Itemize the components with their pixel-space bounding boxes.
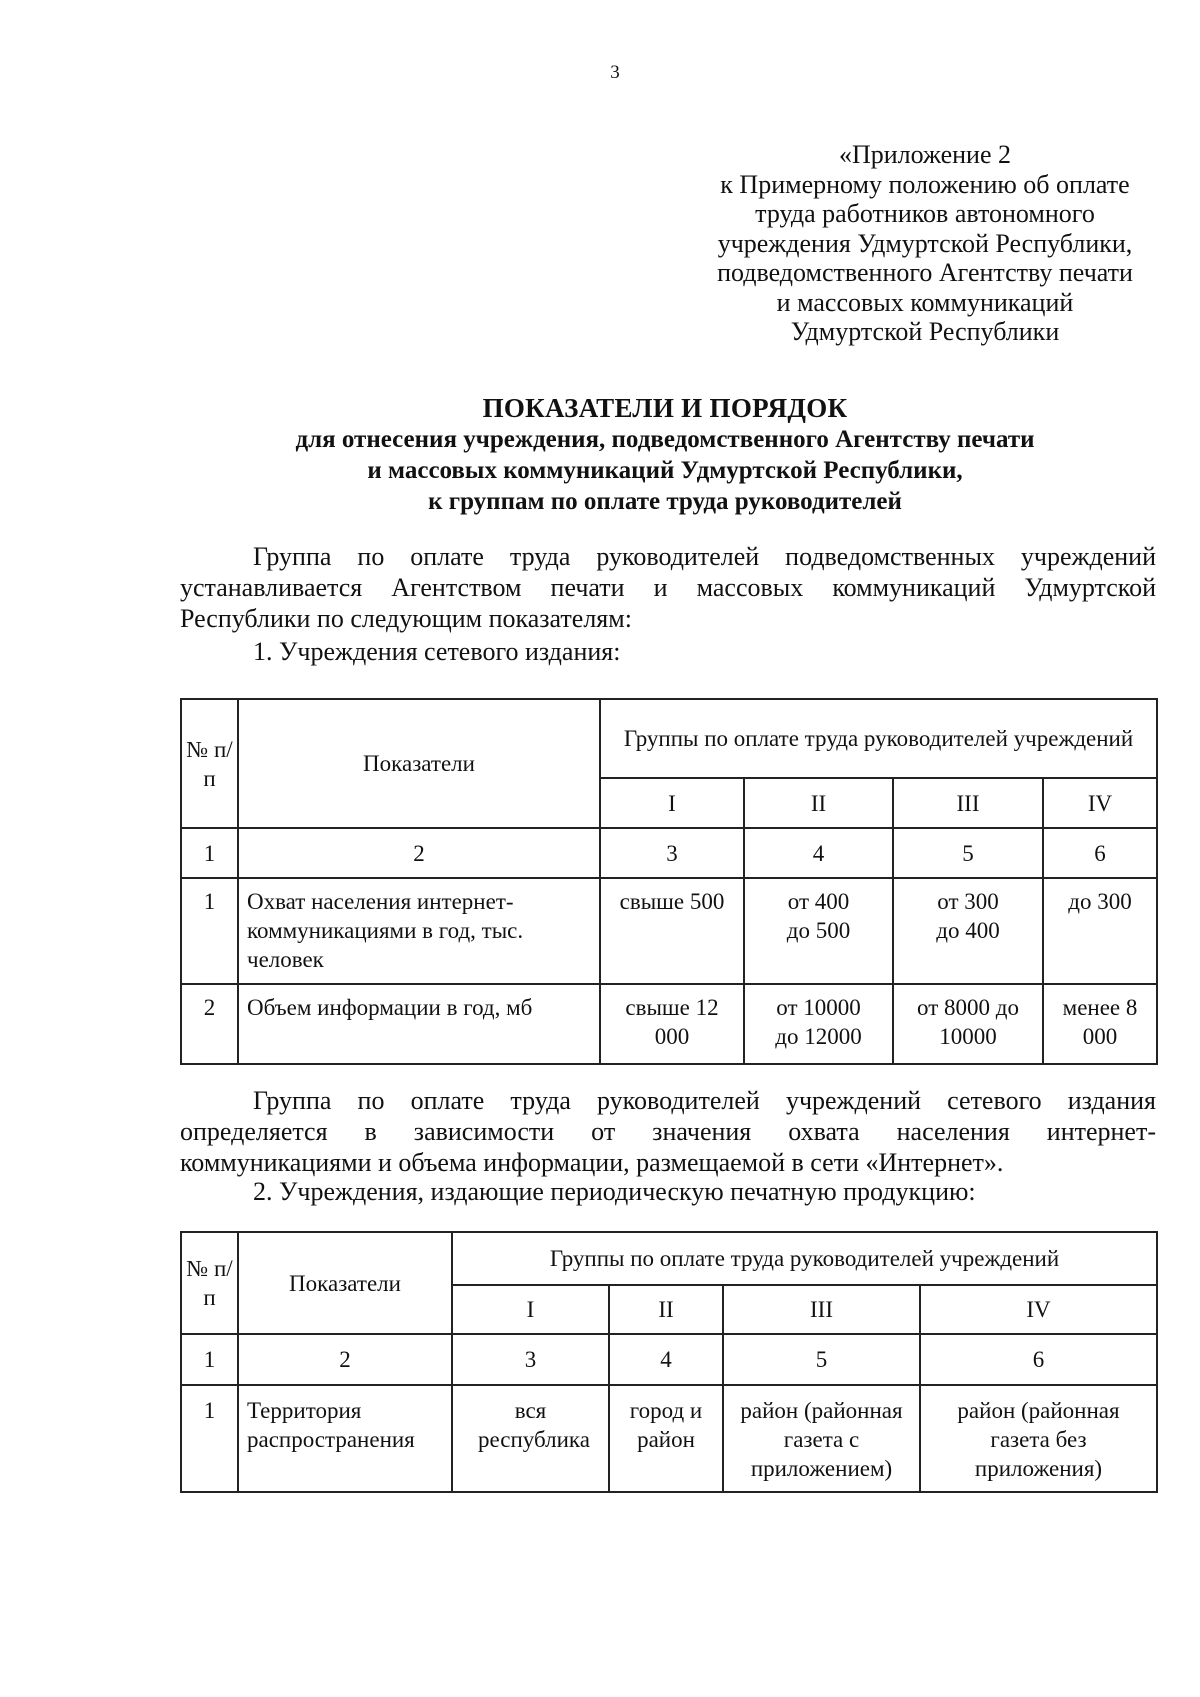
row-value-group-3: от 8000 до 10000 bbox=[893, 984, 1043, 1064]
intro-paragraph bbox=[180, 541, 1156, 634]
table-network-publications bbox=[180, 698, 1158, 1065]
document-title: ПОКАЗАТЕЛИ И ПОРЯДОК bbox=[482, 393, 848, 423]
item-heading-2: 2. Учреждения, издающие периодическую печатную продукцию: bbox=[253, 1177, 976, 1206]
table-periodical-publishers bbox=[180, 1231, 1158, 1493]
header-num: № п/п bbox=[181, 699, 238, 828]
row-value-group-4: район (районная газета без приложения) bbox=[920, 1385, 1157, 1492]
column-number-row bbox=[181, 1334, 1157, 1385]
header-group-2: II bbox=[609, 1285, 723, 1334]
appendix-line: Удмуртской Республики bbox=[790, 317, 1060, 346]
column-number: 4 bbox=[609, 1334, 723, 1385]
row-value-group-2: город и район bbox=[609, 1385, 723, 1492]
row-indicator: Охват населения интернет-коммуникациями в год, тыс. человек bbox=[238, 878, 600, 984]
table-row bbox=[181, 1385, 1157, 1492]
item-heading-1: 1. Учреждения сетевого издания: bbox=[253, 637, 621, 666]
row-num: 2 bbox=[181, 984, 238, 1064]
paragraph-line: определяется в зависимости от значения охвата населения интернет- bbox=[180, 1117, 1156, 1146]
header-group-4: IV bbox=[1043, 778, 1157, 828]
row-indicator: Объем информации в год, мб bbox=[238, 984, 600, 1064]
row-value-group-2: от 10000 до 12000 bbox=[744, 984, 893, 1064]
column-number: 2 bbox=[238, 828, 600, 878]
header-group-1: I bbox=[600, 778, 744, 828]
appendix-line: к Примерному положению об оплате bbox=[720, 169, 1130, 199]
row-num: 1 bbox=[181, 1385, 238, 1492]
header-groups: Группы по оплате труда руководителей учреждений bbox=[600, 699, 1157, 778]
row-indicator: Территория распространения bbox=[238, 1385, 452, 1492]
paragraph-line: устанавливается Агентством печати и массовых коммуникаций Удмуртской bbox=[180, 573, 1156, 602]
column-number-row bbox=[181, 828, 1157, 878]
paragraph-line: Республики по следующим показателям: bbox=[180, 604, 632, 633]
header-group-4: IV bbox=[920, 1285, 1157, 1334]
row-value-group-3: район (районная газета с приложением) bbox=[723, 1385, 920, 1492]
column-number: 6 bbox=[920, 1334, 1157, 1385]
header-group-1: I bbox=[452, 1285, 609, 1334]
document-subtitle-line: для отнесения учреждения, подведомственного Агентству печати bbox=[295, 426, 1035, 453]
header-groups: Группы по оплате труда руководителей учреждений bbox=[452, 1232, 1157, 1285]
explanation-paragraph bbox=[180, 1085, 1156, 1178]
column-number: 6 bbox=[1043, 828, 1157, 878]
row-value-group-4: менее 8 000 bbox=[1043, 984, 1157, 1064]
appendix-reference bbox=[690, 140, 1160, 347]
row-value-group-4: до 300 bbox=[1043, 878, 1157, 984]
column-number: 3 bbox=[452, 1334, 609, 1385]
header-group-3: III bbox=[893, 778, 1043, 828]
document-subtitle-line: и массовых коммуникаций Удмуртской Республики, bbox=[367, 457, 963, 484]
paragraph-line: Группа по оплате труда руководителей учреждений сетевого издания bbox=[253, 1086, 1156, 1115]
row-value-group-1: свыше 500 bbox=[600, 878, 744, 984]
appendix-line: «Приложение 2 bbox=[838, 140, 1012, 169]
appendix-line: труда работников автономного bbox=[755, 199, 1095, 228]
column-number: 1 bbox=[181, 1334, 238, 1385]
column-number: 5 bbox=[723, 1334, 920, 1385]
document-subtitle-line: к группам по оплате труда руководителей bbox=[428, 488, 902, 515]
column-number: 5 bbox=[893, 828, 1043, 878]
paragraph-line: коммуникациями и объема информации, размещаемой в сети «Интернет». bbox=[180, 1148, 1004, 1177]
row-value-group-3: от 300 до 400 bbox=[893, 878, 1043, 984]
appendix-line: подведомственного Агентству печати bbox=[717, 258, 1133, 287]
table-row bbox=[181, 984, 1157, 1064]
header-group-2: II bbox=[744, 778, 893, 828]
header-indicator: Показатели bbox=[238, 1232, 452, 1334]
appendix-line: учреждения Удмуртской Республики, bbox=[717, 228, 1133, 258]
header-group-3: III bbox=[723, 1285, 920, 1334]
paragraph-line: Группа по оплате труда руководителей подведомственных учреждений bbox=[253, 542, 1156, 571]
table-row bbox=[181, 878, 1157, 984]
column-number: 2 bbox=[238, 1334, 452, 1385]
header-num: № п/п bbox=[181, 1232, 238, 1334]
document-heading bbox=[180, 393, 1150, 517]
row-value-group-1: свыше 12 000 bbox=[600, 984, 744, 1064]
column-number: 4 bbox=[744, 828, 893, 878]
row-value-group-2: от 400 до 500 bbox=[744, 878, 893, 984]
column-number: 3 bbox=[600, 828, 744, 878]
row-value-group-1: вся республика bbox=[452, 1385, 609, 1492]
header-indicator: Показатели bbox=[238, 699, 600, 828]
column-number: 1 bbox=[181, 828, 238, 878]
page-number: 3 bbox=[610, 62, 620, 83]
row-num: 1 bbox=[181, 878, 238, 984]
appendix-line: и массовых коммуникаций bbox=[776, 287, 1074, 317]
